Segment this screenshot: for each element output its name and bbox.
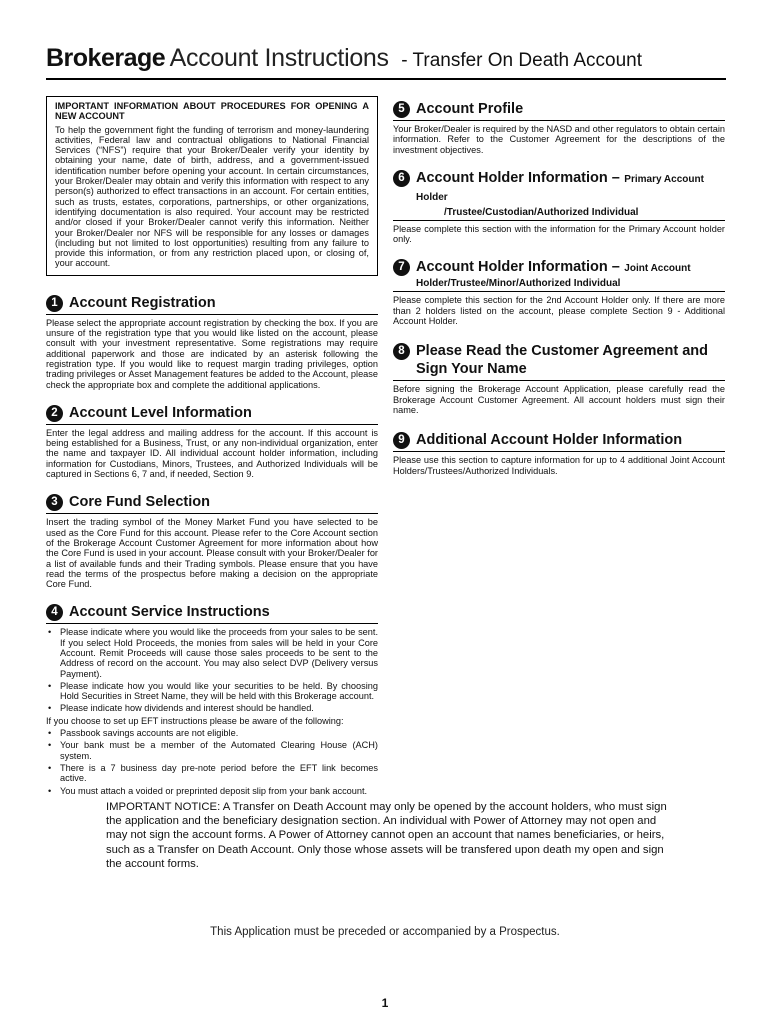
section-text: Before signing the Brokerage Account Application, please carefully read the Brokerage Account Customer Agreement. All account holders must sign their name.: [393, 384, 725, 415]
section-text: Please complete this section for the 2nd Account Holder only. If there are more than 2 holders listed on the account, please complete Section 9 - Additional Account Holder.: [393, 295, 725, 327]
section-account-profile: [393, 100, 725, 155]
page-title: [46, 44, 642, 73]
section-divider: [393, 120, 725, 121]
eft-bullet-list: [46, 728, 378, 796]
section-account-registration: [46, 294, 378, 390]
section-customer-agreement: [393, 342, 725, 415]
section-number-badge: 3: [46, 494, 63, 511]
section-text: Insert the trading symbol of the Money Market Fund you have selected to be used as the Core Fund for this account. Please refer to the Core Account section of the Brokerage Account Customer Agreement for more information about how the Core Fund is used in your account. Please consult with your Broker/Dealer for a list of available funds and their Trading symbols. Please ensure that you have read the terms of the prospectus before making a decision on the appropriate Core Fund.: [46, 517, 378, 590]
section-divider: [393, 291, 725, 292]
section-title: Account Registration: [69, 294, 216, 311]
section-number-badge: 6: [393, 170, 410, 187]
list-item: • Passbook savings accounts are not eligible.: [46, 728, 378, 738]
section-divider: [393, 220, 725, 221]
eft-intro-text: If you choose to set up EFT instructions please be aware of the following:: [46, 715, 344, 726]
section-primary-account-holder: [393, 169, 725, 245]
section-title: Account Service Instructions: [69, 604, 270, 621]
section-text: Enter the legal address and mailing address for the account. If this account is being established for a Business, Trust, or any non-individual organization, enter the name and taxpayer ID. All individual account holder information, including information for Custodians, Minors, Trustees, and Authorized Individuals will be captured in Sections 6, 7 and, if needed, Section 9.: [46, 427, 378, 480]
section-number-badge: 4: [46, 604, 63, 621]
section-title: Account Level Information: [69, 404, 252, 421]
section-joint-account-holder: [393, 258, 725, 326]
list-item: • Please indicate how dividends and interest should be handled.: [46, 703, 378, 713]
list-item: • You must attach a voided or preprinted deposit slip from your bank account.: [46, 786, 378, 796]
page-number: 1: [381, 996, 389, 1010]
section-account-level-information: [46, 404, 378, 479]
section-text: Please select the appropriate account registration by checking the box. If you are unsure of the registration type that you would like listed on the account, please consult with your investment representative. Some registrations may require additional paperwork and those are indicated by an asterisk following the registration type. If you would like to request margin trading privileges, option trading privileges or Asset Management features be added to the Account, please check the appropriate box and complete the additional applications.: [46, 317, 378, 390]
section-account-service-instructions: [46, 603, 378, 795]
section-divider: [46, 623, 378, 624]
right-column: [393, 100, 725, 476]
important-info-body: To help the government fight the funding of terrorism and money-laundering activities, Federal law and contractual obligations to National Financial Services (“NFS”) require that your Broker/Dealer verify your identity by obtaining your name, date of birth, address, and a government-issued identification number before opening your account. In certain circumstances, your Broker/Dealer may obtain and verify this information with respect to any person(s) authorized to effect transactions in an account. For certain entities, such as trusts, estates, corporations, partnerships, or other organizations, identifying documentation is also required. Your account may be restricted and/or closed if your Broker/Dealer cannot verify this information. Neither your Broker/Dealer nor NFS will be responsible for any losses or damages (including but not limited to lost opportunities) resulting from any failure to provide this information, or from any restriction placed upon, or closing of, your account.: [55, 124, 369, 269]
section-text: Your Broker/Dealer is required by the NASD and other regulators to obtain certain information. Refer to the Customer Agreement for the descriptions of the investment objectives.: [393, 124, 725, 155]
section-title-qualifier: Joint Account: [624, 263, 691, 275]
title-bold: Brokerage: [46, 44, 166, 72]
important-notice: IMPORTANT NOTICE: A Transfer on Death Account may only be opened by the account holders, who must sign the application and the beneficiary designation section. An individual with Power of Attorney may not open and may not sign the account forms. A Power of Attorney cannot open an account that names beneficiaries, or heirs, such as a Transfer on Death Account. Only those whose assets will be transfered upon death my open and sign the account forms.: [106, 801, 667, 870]
section-number-badge: 8: [393, 343, 410, 360]
section-additional-account-holder: [393, 431, 725, 476]
title-divider: [46, 78, 726, 80]
section-number-badge: 5: [393, 101, 410, 118]
section-title: Please Read the Customer Agreement and Sign Your Name: [416, 343, 708, 378]
section-divider: [393, 380, 725, 381]
list-item: • Your bank must be a member of the Automated Clearing House (ACH) system.: [46, 740, 378, 761]
title-subtitle: - Transfer On Death Account: [401, 50, 642, 71]
section-divider: [393, 451, 725, 452]
section-core-fund-selection: [46, 493, 378, 589]
list-item: • Please indicate where you would like the proceeds from your sales to be sent. If you select Hold Proceeds, the monies from sales will be held in your Core Account. Remit Proceeds will cause those sales proceeds to be sent to the Address of record on the account. You may also select DVP (Delivery versus Payment).: [46, 627, 378, 678]
section-title: Core Fund Selection: [69, 494, 210, 511]
section-text: Please use this section to capture information for up to 4 additional Joint Account Holders/Trustees/Authorized Individuals.: [393, 455, 725, 476]
section-divider: [46, 424, 378, 425]
section-number-badge: 1: [46, 295, 63, 312]
section-title: Additional Account Holder Information: [416, 432, 683, 449]
section-text: Please complete this section with the information for the Primary Account holder only.: [393, 223, 725, 245]
list-item: • Please indicate how you would like your securities to be held. By choosing Hold Securities in Street Name, they will be held with this Brokerage account.: [46, 681, 378, 702]
service-bullet-list: [46, 627, 378, 713]
section-number-badge: 9: [393, 432, 410, 449]
section-divider: [46, 314, 378, 315]
section-number-badge: 2: [46, 405, 63, 422]
section-title: Account Holder Information –: [416, 259, 620, 276]
prospectus-note: This Application must be preceded or accompanied by a Prospectus.: [210, 926, 560, 938]
section-subtitle: Holder/Trustee/Minor/Authorized Individual: [416, 278, 621, 290]
left-column: [46, 96, 378, 798]
section-title-qualifier: Primary Account Holder: [416, 173, 704, 203]
list-item: • There is a 7 business day pre-note period before the EFT link becomes active.: [46, 763, 378, 784]
important-info-box: [46, 96, 378, 276]
section-number-badge: 7: [393, 259, 410, 276]
section-title: Account Holder Information –: [416, 169, 620, 186]
section-title: Account Profile: [416, 101, 524, 117]
section-divider: [46, 513, 378, 514]
section-subtitle: /Trustee/Custodian/Authorized Individual: [444, 206, 639, 218]
important-info-heading: IMPORTANT INFORMATION ABOUT PROCEDURES FOR OPENING A NEW ACCOUNT: [55, 101, 369, 122]
title-light: Account Instructions: [169, 44, 389, 72]
